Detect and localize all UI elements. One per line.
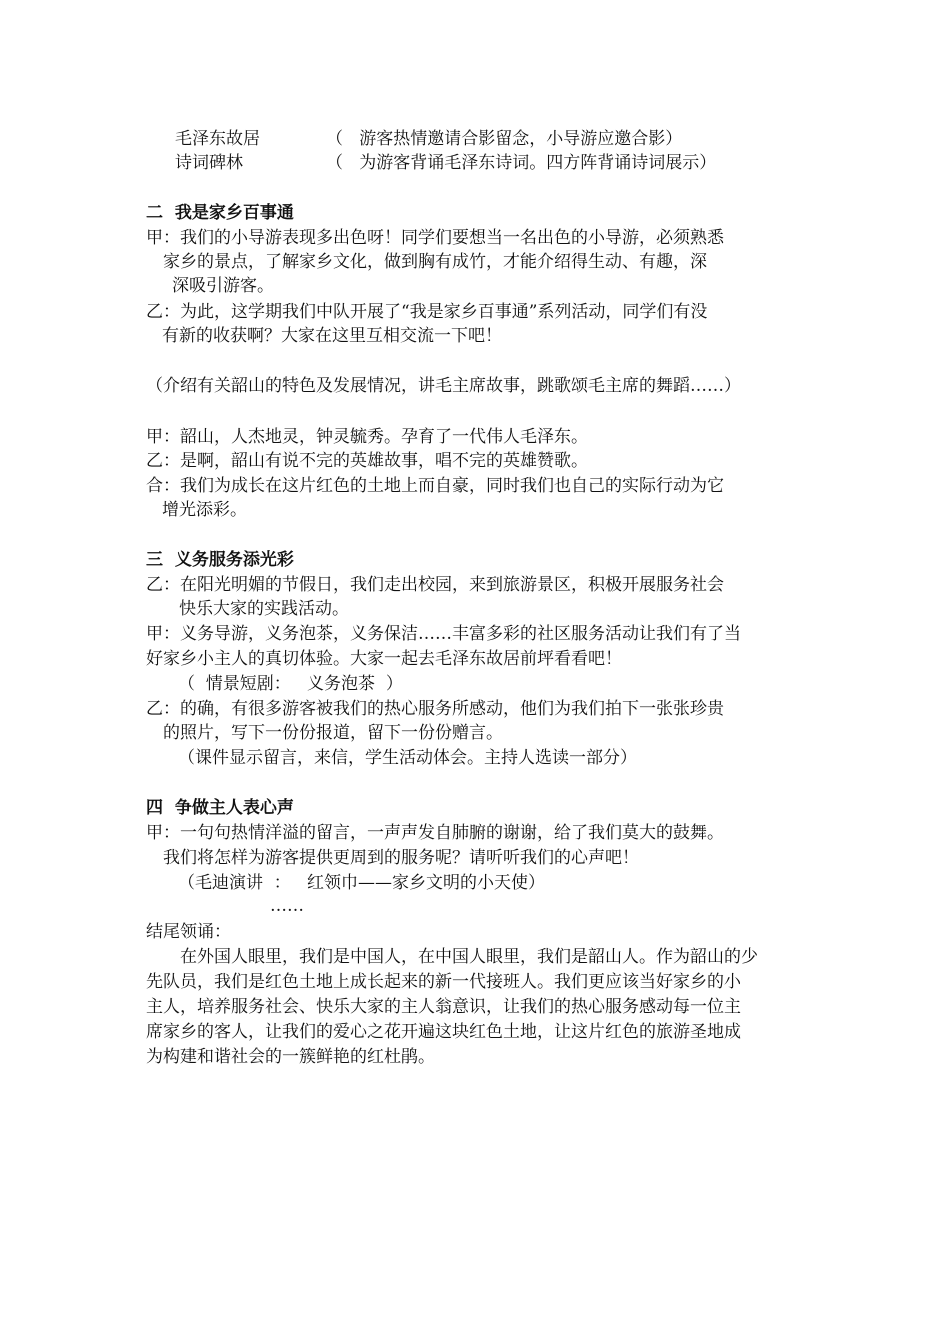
closing-line: 主人，培养服务社会、快乐大家的主人翁意识，让我们的热心服务感动每一位主: [146, 997, 741, 1017]
script-line: 乙：是啊，韶山有说不完的英雄故事，唱不完的英雄赞歌。: [146, 451, 588, 471]
section-heading: 四 争做主人表心声: [146, 798, 294, 818]
stage-direction: （毛迪演讲 ： 红领巾——家乡文明的小天使）: [178, 873, 546, 893]
script-line: 甲：韶山，人杰地灵，钟灵毓秀。孕育了一代伟人毛泽东。: [146, 427, 588, 447]
script-line: 甲：我们的小导游表现多出色呀！同学们要想当一名出色的小导游，必须熟悉: [146, 228, 724, 248]
script-line: 甲：义务导游，义务泡茶，义务保洁……丰富多彩的社区服务活动让我们有了当: [146, 624, 741, 644]
script-line: 增光添彩。: [162, 500, 247, 520]
ellipsis: ……: [270, 896, 304, 916]
script-line: 我们将怎样为游客提供更周到的服务呢？请听听我们的心声吧！: [163, 848, 639, 868]
scenic-spot-name: 诗词碑林: [175, 153, 243, 173]
scenic-spot-name: 毛泽东故居: [175, 129, 260, 149]
script-line: 乙：为此，这学期我们中队开展了“我是家乡百事通”系列活动，同学们有没: [146, 302, 708, 322]
stage-direction: （课件显示留言，来信，学生活动体会。主持人选读一部分）: [178, 748, 637, 768]
script-line: 有新的收获啊？大家在这里互相交流一下吧！: [162, 326, 502, 346]
script-line: 乙：在阳光明媚的节假日，我们走出校园，来到旅游景区，积极开展服务社会: [146, 575, 724, 595]
closing-line: 先队员，我们是红色土地上成长起来的新一代接班人。我们更应该当好家乡的小: [146, 972, 741, 992]
closing-label: 结尾领诵：: [146, 922, 231, 942]
scenic-spot-note: （ 为游客背诵毛泽东诗词。四方阵背诵诗词展示）: [326, 153, 717, 173]
section-heading: 二 我是家乡百事通: [146, 203, 294, 223]
section-heading: 三 义务服务添光彩: [146, 550, 294, 570]
closing-line: 在外国人眼里，我们是中国人，在中国人眼里，我们是韶山人。作为韶山的少: [180, 947, 758, 967]
closing-line: 席家乡的客人，让我们的爱心之花开遍这块红色土地，让这片红色的旅游圣地成: [146, 1022, 741, 1042]
scenic-spot-note: （ 游客热情邀请合影留念，小导游应邀合影）: [326, 129, 683, 149]
script-line: 家乡的景点，了解家乡文化，做到胸有成竹，才能介绍得生动、有趣，深: [163, 252, 707, 272]
script-line: 乙：的确，有很多游客被我们的热心服务所感动，他们为我们拍下一张张珍贵: [146, 699, 724, 719]
stage-direction: （ 情景短剧： 义务泡茶 ）: [178, 674, 403, 694]
script-line: 快乐大家的实践活动。: [179, 599, 349, 619]
script-line: 好家乡小主人的真切体验。大家一起去毛泽东故居前坪看看吧！: [146, 649, 622, 669]
script-line: 合：我们为成长在这片红色的土地上而自豪，同时我们也自己的实际行动为它: [146, 476, 724, 496]
closing-line: 为构建和谐社会的一簇鲜艳的红杜鹃。: [146, 1047, 435, 1067]
stage-direction: （介绍有关韶山的特色及发展情况，讲毛主席故事，跳歌颂毛主席的舞蹈……）: [146, 376, 741, 396]
script-line: 的照片，写下一份份报道，留下一份份赠言。: [163, 723, 503, 743]
script-line: 甲：一句句热情洋溢的留言，一声声发自肺腑的谢谢，给了我们莫大的鼓舞。: [146, 823, 724, 843]
script-line: 深吸引游客。: [172, 276, 274, 296]
